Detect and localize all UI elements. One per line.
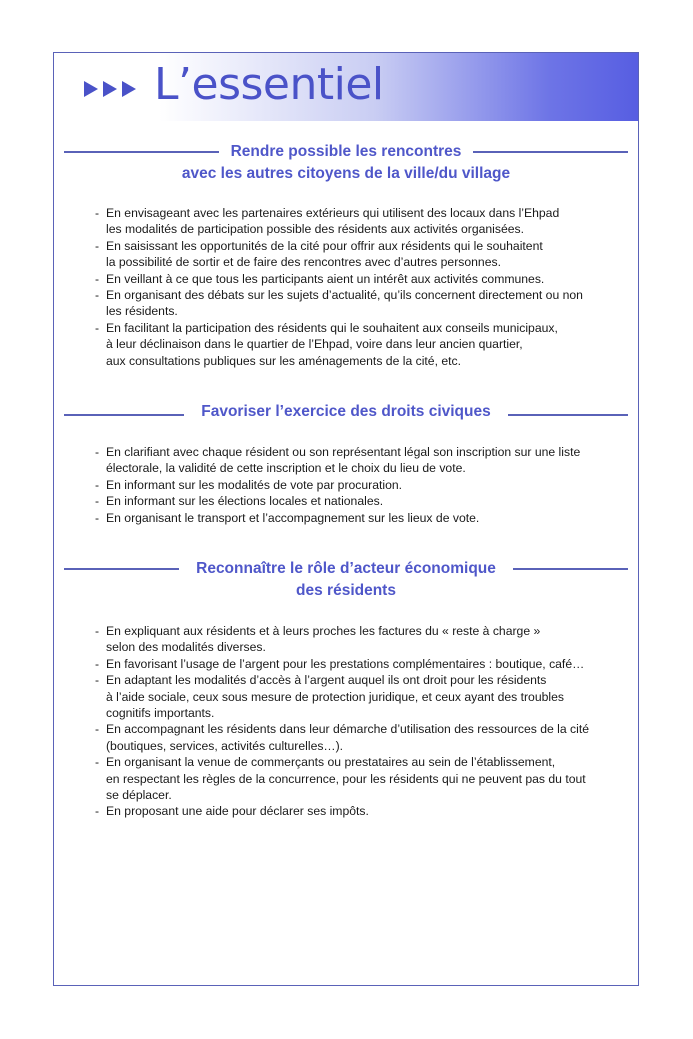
list-item-line: en respectant les règles de la concurrence, pour les résidents qui ne peuvent pas du tout [106,771,586,786]
list-item-line: - En veillant à ce que tous les participants aient un intérêt aux activités communes. [106,271,545,286]
section-heading-text [64,558,628,602]
section-heading-text [64,141,628,185]
title-banner [54,53,638,121]
page-title: L’essentiel [154,59,384,110]
section-heading-text [64,401,628,423]
list-item-line: - En informant sur les modalités de vote par procuration. [106,477,403,492]
list-item [94,656,634,672]
section-heading-droits-civiques [64,399,628,423]
list-item-line: Rendre possible les rencontres [230,143,462,160]
list-item-line: des résidents [296,582,396,599]
list-item-line: se déplacer. [106,788,172,803]
list-item [94,287,634,320]
list-item [94,205,634,238]
list-item-line: - En adaptant les modalités d’accès à l’argent auquel ils ont droit pour les résidents [106,673,547,688]
list-item-line: électorale, la validité de cette inscription et le choix du lieu de vote. [106,461,466,476]
list-item-line: - En organisant des débats sur les sujets d’actualité, qu’ils concernent directement ou non [106,288,583,303]
list-item [94,444,634,477]
list-item-line: les résidents. [106,304,178,319]
list-item [94,271,634,287]
list-item [94,623,634,656]
list-item [94,803,634,819]
list-item [94,510,634,526]
list-item-line: aux consultations publiques sur les aménagements de la cité, etc. [106,353,461,368]
list-item [94,672,634,721]
list-item-line: selon des modalités diverses. [106,640,266,655]
list-item-line: à l’aide sociale, ceux sous mesure de protection juridique, et ceux ayant des troubles [106,689,564,704]
list-item-line: - En organisant la venue de commerçants ou prestataires au sein de l’établissement, [106,755,556,770]
section-heading-acteur-economique [64,558,628,604]
list-item-line: - En expliquant aux résidents et à leurs proches les factures du « reste à charge » [106,624,541,638]
list-item [94,493,634,509]
list-item-line: - En clarifiant avec chaque résident ou son représentant légal son inscription sur une liste [106,445,581,459]
list-item-line: - En proposant une aide pour déclarer ses impôts. [106,804,369,819]
list-item-line: - En informant sur les élections locales et nationales. [106,494,384,509]
list-item [94,477,634,493]
content-frame [53,52,639,986]
list-item-line: - En accompagnant les résidents dans leur démarche d’utilisation des ressources de la cité [106,722,590,737]
list-item-line: les modalités de participation possible des résidents aux activités organisées. [106,222,524,237]
list-item-line: (boutiques, services, activités culturelles…). [106,738,344,753]
section-heading-rencontres [64,141,628,187]
list-item-line: - En organisant le transport et l’accompagnement sur les lieux de vote. [106,510,480,525]
list-item-line: - En envisageant avec les partenaires extérieurs qui utilisent des locaux dans l’Ehpad [106,206,560,220]
list-item [94,238,634,271]
list-item-line: à leur déclinaison dans le quartier de l’Ehpad, voire dans leur ancien quartier, [106,337,523,352]
section-list-acteur-economique [94,623,634,820]
list-item [94,721,634,754]
list-item-line: - En favorisant l’usage de l’argent pour les prestations complémentaires : boutique, café… [106,656,585,671]
list-item-line: Favoriser l’exercice des droits civiques [201,403,491,420]
list-item [94,320,634,369]
list-item-line: - En saisissant les opportunités de la cité pour offrir aux résidents qui le souhaitent [106,238,543,253]
list-item-line: la possibilité de sortir et de faire des rencontres avec d’autres personnes. [106,255,501,270]
list-item [94,754,634,803]
list-item-line: cognitifs importants. [106,706,215,721]
list-item-line: Reconnaître le rôle d’acteur économique [196,560,496,577]
list-item-line: avec les autres citoyens de la ville/du village [181,165,511,182]
section-list-rencontres [94,205,634,369]
section-list-droits-civiques [94,444,634,526]
triple-arrow-icon [84,79,146,99]
list-item-line: - En facilitant la participation des résidents qui le souhaitent aux conseils municipaux, [106,320,558,335]
